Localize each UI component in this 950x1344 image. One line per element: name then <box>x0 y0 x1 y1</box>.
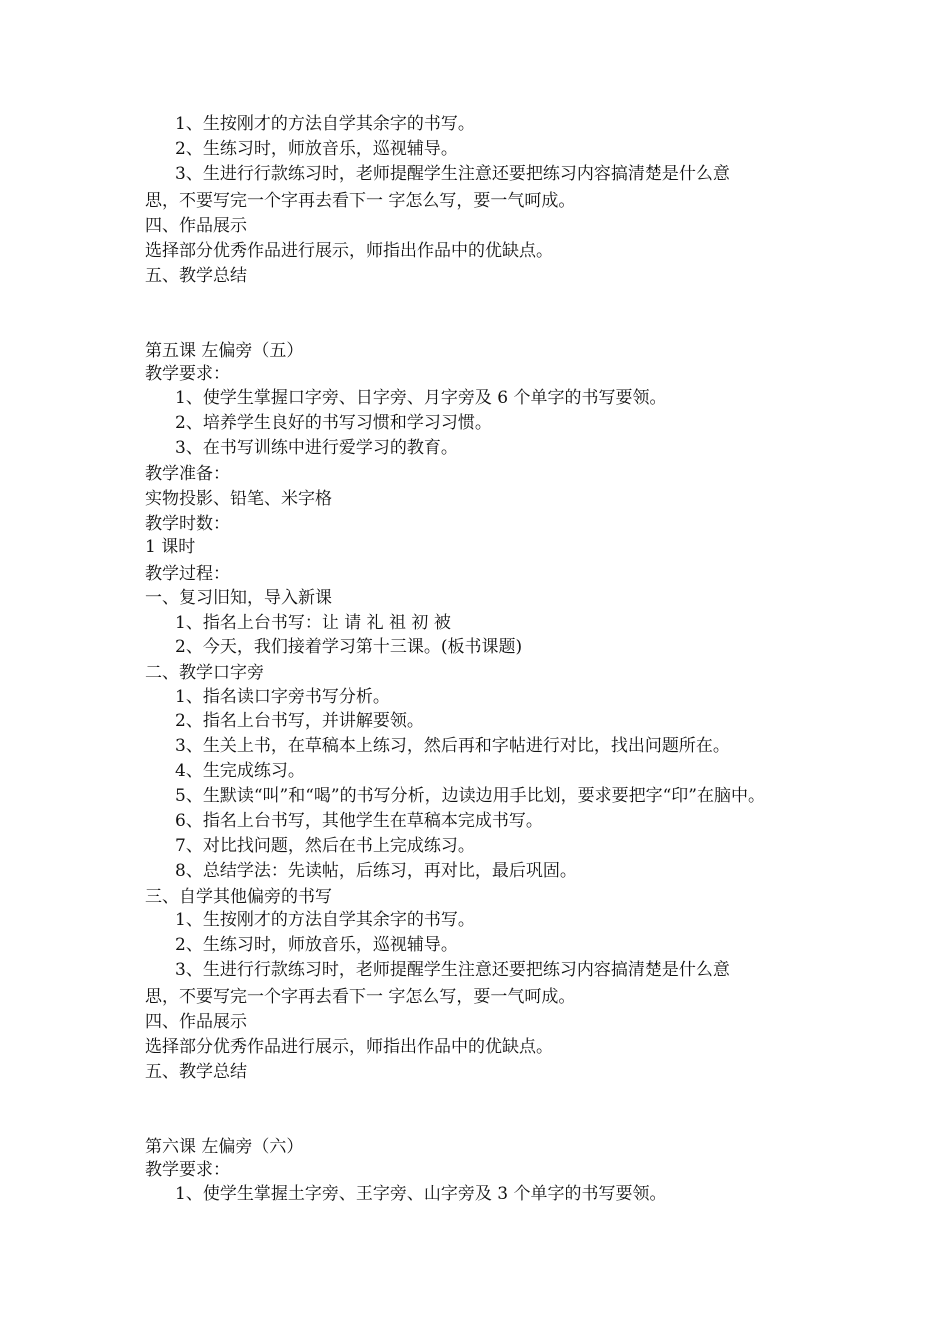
text-line: 2、培养学生良好的书写习惯和学习习惯。 <box>175 413 492 433</box>
section-heading: 教学要求： <box>145 1160 230 1180</box>
section-heading: 四、作品展示 <box>145 1012 247 1032</box>
text-line: 选择部分优秀作品进行展示，师指出作品中的优缺点。 <box>145 1037 553 1057</box>
section-heading: 五、教学总结 <box>145 266 247 286</box>
section-heading: 三、自学其他偏旁的书写 <box>145 887 332 907</box>
section-heading: 二、教学口字旁 <box>145 663 264 683</box>
text-line: 6、指名上台书写，其他学生在草稿本完成书写。 <box>175 811 543 831</box>
text-line: 7、对比找问题，然后在书上完成练习。 <box>175 836 475 856</box>
text-line: 1、生按刚才的方法自学其余字的书写。 <box>175 910 475 930</box>
text-line: 3、在书写训练中进行爱学习的教育。 <box>175 438 458 458</box>
text-line: 2、生练习时，师放音乐，巡视辅导。 <box>175 139 458 159</box>
text-line: 3、生关上书，在草稿本上练习，然后再和字帖进行对比，找出问题所在。 <box>175 736 730 756</box>
section-heading: 教学时数： <box>145 514 230 534</box>
text-line: 1、生按刚才的方法自学其余字的书写。 <box>175 114 475 134</box>
section-heading: 教学准备： <box>145 464 230 484</box>
text-line: 2、生练习时，师放音乐，巡视辅导。 <box>175 935 458 955</box>
text-line: 1、指名读口字旁书写分析。 <box>175 687 390 707</box>
text-line: 思，不要写完一个字再去看下一 字怎么写，要一气呵成。 <box>145 191 576 211</box>
text-line: 5、生默读“叫”和“喝”的书写分析，边读边用手比划，要求要把字“印”在脑中。 <box>175 786 765 806</box>
text-line: 选择部分优秀作品进行展示，师指出作品中的优缺点。 <box>145 241 553 261</box>
text-line: 1、指名上台书写：让 请 礼 祖 初 被 <box>175 613 451 633</box>
text-line: 3、生进行行款练习时，老师提醒学生注意还要把练习内容搞清楚是什么意 <box>175 960 730 980</box>
text-line: 4、生完成练习。 <box>175 761 305 781</box>
text-line: 1 课时 <box>145 537 196 557</box>
text-line: 1、使学生掌握口字旁、日字旁、月字旁及 6 个单字的书写要领。 <box>175 388 667 408</box>
text-line: 2、指名上台书写，并讲解要领。 <box>175 711 424 731</box>
section-heading: 四、作品展示 <box>145 216 247 236</box>
text-line: 3、生进行行款练习时，老师提醒学生注意还要把练习内容搞清楚是什么意 <box>175 164 730 184</box>
text-line: 2、今天，我们接着学习第十三课。(板书课题) <box>175 637 523 657</box>
section-heading: 教学要求： <box>145 364 230 384</box>
text-line: 实物投影、铅笔、米字格 <box>145 489 332 509</box>
text-line: 1、使学生掌握土字旁、王字旁、山字旁及 3 个单字的书写要领。 <box>175 1184 667 1204</box>
section-heading: 教学过程： <box>145 564 230 584</box>
lesson-title: 第五课 左偏旁（五） <box>145 341 304 361</box>
text-line: 8、总结学法：先读帖，后练习，再对比，最后巩固。 <box>175 861 577 881</box>
text-line: 思，不要写完一个字再去看下一 字怎么写，要一气呵成。 <box>145 987 576 1007</box>
section-heading: 一、复习旧知，导入新课 <box>145 588 332 608</box>
lesson-title: 第六课 左偏旁（六） <box>145 1137 304 1157</box>
section-heading: 五、教学总结 <box>145 1062 247 1082</box>
